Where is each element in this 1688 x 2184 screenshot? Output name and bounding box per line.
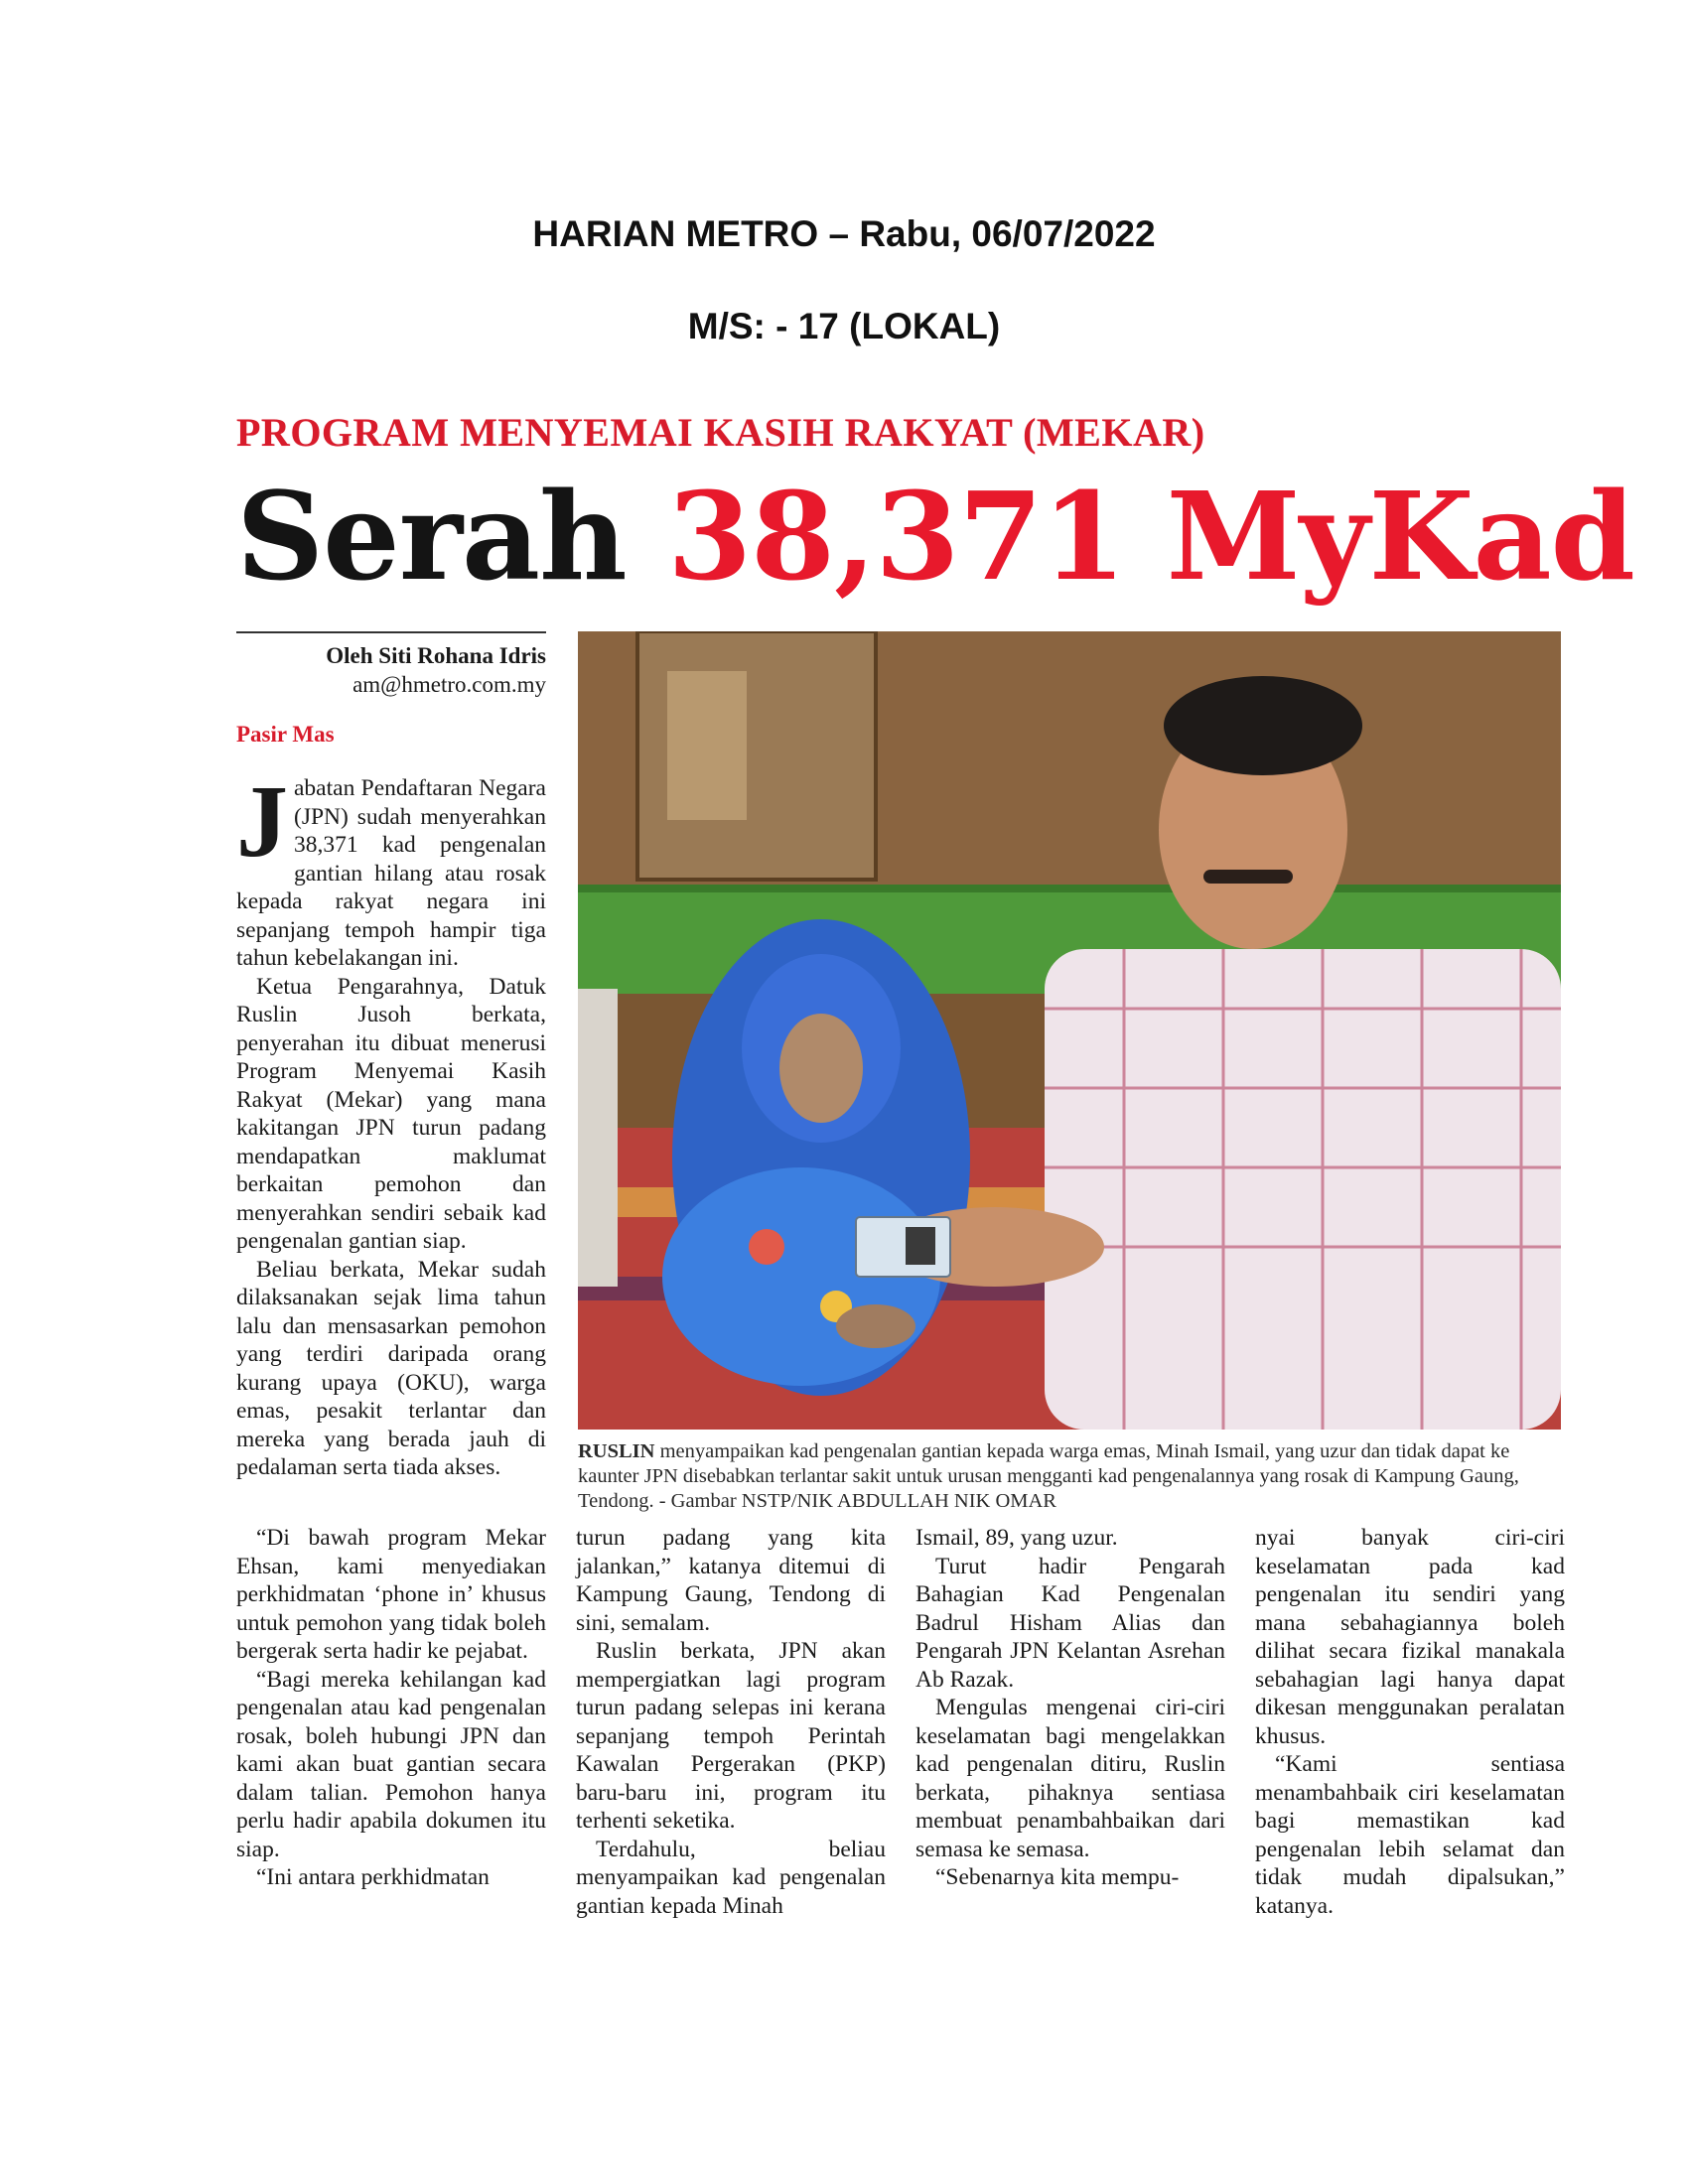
byline-divider <box>236 631 546 633</box>
dateline: Pasir Mas <box>236 722 335 747</box>
article-headline <box>236 467 1634 606</box>
article-paragraph: “Di bawah program Mekar Ehsan, kami menyediakan perkhidmatan ‘phone in’ khusus untuk pemohon yang tidak boleh bergerak serta hadir ke pejabat. <box>236 1525 546 1664</box>
article-paragraph: “Ini antara perkhidmatan <box>256 1864 490 1890</box>
article-column-1-continued <box>236 1524 546 1892</box>
article-column-4 <box>1255 1524 1565 1920</box>
article-photo <box>578 631 1561 1430</box>
article-column-3 <box>915 1524 1225 1892</box>
article-column-1 <box>236 764 546 1482</box>
article-paragraph: turun padang yang kita jalankan,” katanya ditemui di Kampung Gaung, Tendong di sini, semalam. <box>576 1525 886 1636</box>
article-paragraph: Ruslin berkata, JPN akan mempergiatkan lagi program turun padang selepas ini kerana sepanjang tempoh Perintah Kawalan Pergerakan (PKP) baru-baru ini, program itu terhenti seketika. <box>576 1638 886 1834</box>
article-kicker: PROGRAM MENYEMAI KASIH RAKYAT (MEKAR) <box>236 410 1205 455</box>
photo-caption <box>578 1439 1561 1514</box>
drop-cap: J <box>236 764 288 879</box>
article-paragraph: Beliau berkata, Mekar sudah dilaksanakan sejak lima tahun lalu dan mensasarkan pemohon yang terdiri daripada orang kurang upaya (OKU), warga emas, pesakit terlantar dan mereka yang berada jauh di pedalaman serta tiada akses. <box>236 1256 546 1480</box>
article-paragraph: Jabatan Pendaftaran Negara (JPN) sudah menyerahkan 38,371 kad pengenalan gantian hilang atau rosak kepada rakyat negara ini sepanjang tempoh hampir tiga tahun kebelakangan ini. <box>236 764 546 971</box>
article-paragraph: Ketua Pengarahnya, Datuk Ruslin Jusoh berkata, penyerahan itu dibuat menerusi Program Menyemai Kasih Rakyat (Mekar) yang mana kakitangan JPN turun padang mendapatkan maklumat berkaitan pemohon dan menyerahkan sendiri sebaik kad pengenalan gantian siap. <box>236 973 546 1254</box>
source-header: HARIAN METRO – Rabu, 06/07/2022 <box>532 213 1156 254</box>
headline-word: Serah <box>236 465 668 608</box>
article-paragraph: Terdahulu, beliau menyampaikan kad pengenalan gantian kepada Minah <box>576 1836 886 1919</box>
article-column-2 <box>576 1524 886 1920</box>
article-paragraph: “Kami sentiasa menambahbaik ciri keselamatan bagi memastikan kad pengenalan lebih selamat dan tidak mudah dipalsukan,” katanya. <box>1255 1751 1565 1919</box>
page-reference: M/S: - 17 (LOKAL) <box>687 306 1001 346</box>
caption-subject: RUSLIN <box>578 1440 655 1462</box>
caption-text: menyampaikan kad pengenalan gantian kepada warga emas, Minah Ismail, yang uzur dan tidak dapat ke kaunter JPN disebabkan terlantar sakit untuk urusan mengganti kad pengenalannya yang rosak di Kampung Gaung, Tendong. - Gambar NSTP/NIK ABDULLAH NIK OMAR <box>578 1440 1519 1512</box>
byline <box>236 641 546 699</box>
article-paragraph: “Sebenarnya kita mempu- <box>935 1864 1180 1890</box>
author-name: Oleh Siti Rohana Idris <box>326 643 546 668</box>
article-paragraph: “Bagi mereka kehilangan kad pengenalan atau kad pengenalan rosak, boleh hubungi JPN dan kami akan buat gantian secara dalam talian. Pemohon hanya perlu hadir apabila dokumen itu siap. <box>236 1666 546 1862</box>
article-paragraph: Ismail, 89, yang uzur. <box>915 1525 1118 1551</box>
article-paragraph: Mengulas mengenai ciri-ciri keselamatan bagi mengelakkan kad pengenalan ditiru, Ruslin berkata, pihaknya sentiasa membuat penambahbaikan dari semasa ke semasa. <box>915 1695 1225 1862</box>
article-paragraph: nyai banyak ciri-ciri keselamatan pada kad pengenalan itu sendiri yang mana sebahagiannya boleh dilihat secara fizikal manakala sebahagian lagi hanya dapat dikesan menggunakan peralatan khusus. <box>1255 1525 1565 1749</box>
headline-figure: 38,371 MyKad <box>667 465 1634 608</box>
article-paragraph: Turut hadir Pengarah Bahagian Kad Pengenalan Badrul Hisham Alias dan Pengarah JPN Kelantan Asrehan Ab Razak. <box>915 1553 1225 1693</box>
author-email: am@hmetro.com.my <box>352 672 546 697</box>
